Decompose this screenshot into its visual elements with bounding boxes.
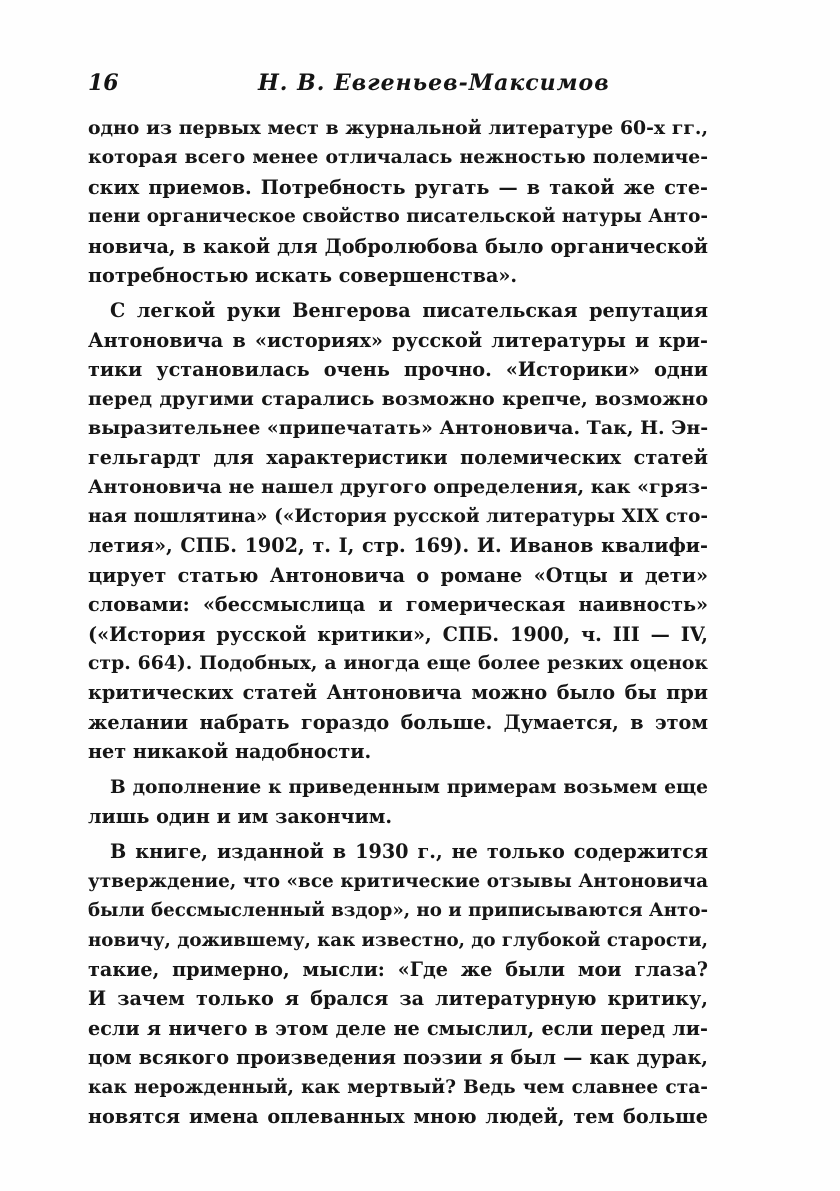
text-line: новятся имена оплеванных мною людей, тем больше [88,1104,708,1128]
text-line: И зачем только я брался за литературную критику, [88,987,708,1011]
text-line: ских приемов. Потребность ругать — в такой же сте- [88,175,708,199]
text-line: выразительнее «припечатать» Антоновича. Так, Н. Эн- [88,416,709,439]
text-line: желании набрать гораздо больше. Думается, в этом [88,710,708,734]
text-line: В книге, изданной в 1930 г., не только содержится [110,840,708,864]
text-line: лишь один и им закончим. [88,804,393,828]
text-line: критических статей Антоновича можно было бы при [88,681,708,705]
text-line: ная пошлятина» («История русской литературы XIX сто- [88,506,708,528]
text-line: такие, примерно, мысли: «Где же были мои глаза? [88,957,708,981]
text-line: С легкой руки Венгерова писательская репутация [110,299,708,323]
text-line: которая всего менее отличалась нежностью полемиче- [88,146,708,169]
text-line: перед другими старались возможно крепче, возможно [88,387,708,410]
text-line: новичу, дожившему, как известно, до глубокой старости, [88,929,708,951]
text-line: как нерожденный, как мертвый? Ведь чем славнее ста- [88,1076,708,1098]
text-line: стр. 664). Подобных, а иногда еще более резких оценок [88,652,708,675]
text-line: одно из первых мест в журнальной литературе 60-х гг., [88,117,708,139]
text-line: нет никакой надобности. [88,740,372,764]
text-line: новича, в какой для Добролюбова было органической [88,234,708,258]
text-line: тики установилась очень прочно. «Историки» одни [88,358,708,382]
text-line: В дополнение к приведенным примерам возьмем еще [110,776,708,798]
body-text [88,114,708,1131]
text-line: если я ничего в этом деле не смыслил, если перед ли- [88,1016,708,1040]
text-line: («История русской критики», СПБ. 1900, ч. III — IV, [88,622,708,646]
page-number: 16 [88,70,119,96]
text-line: утверждение, что «все критические отзывы Антоновича [88,870,708,892]
text-line: пени органическое свойство писательской натуры Анто- [88,206,708,228]
running-head [88,70,730,106]
text-line: словами: «бессмыслица и гомерическая наивность» [88,593,708,617]
running-head-title: Н. В. Евгеньев-Максимов [258,70,610,96]
text-line: гельгардт для характеристики полемических статей [88,446,708,470]
text-line: Антоновича в «историях» русской литературы и кри- [88,328,708,352]
text-line: потребностью искать совершенства». [88,263,518,287]
text-line: летия», СПБ. 1902, т. I, стр. 169). И. Иванов квалифи- [88,534,708,558]
text-line: цом всякого произведения поэзии я был — как дурак, [88,1046,708,1070]
text-line: были бессмысленный вздор», но и приписываются Анто- [88,900,708,922]
text-line: цирует статью Антоновича о романе «Отцы и дети» [88,563,708,587]
text-line: Антоновича не нашел другого определения, как «гряз- [88,475,708,498]
